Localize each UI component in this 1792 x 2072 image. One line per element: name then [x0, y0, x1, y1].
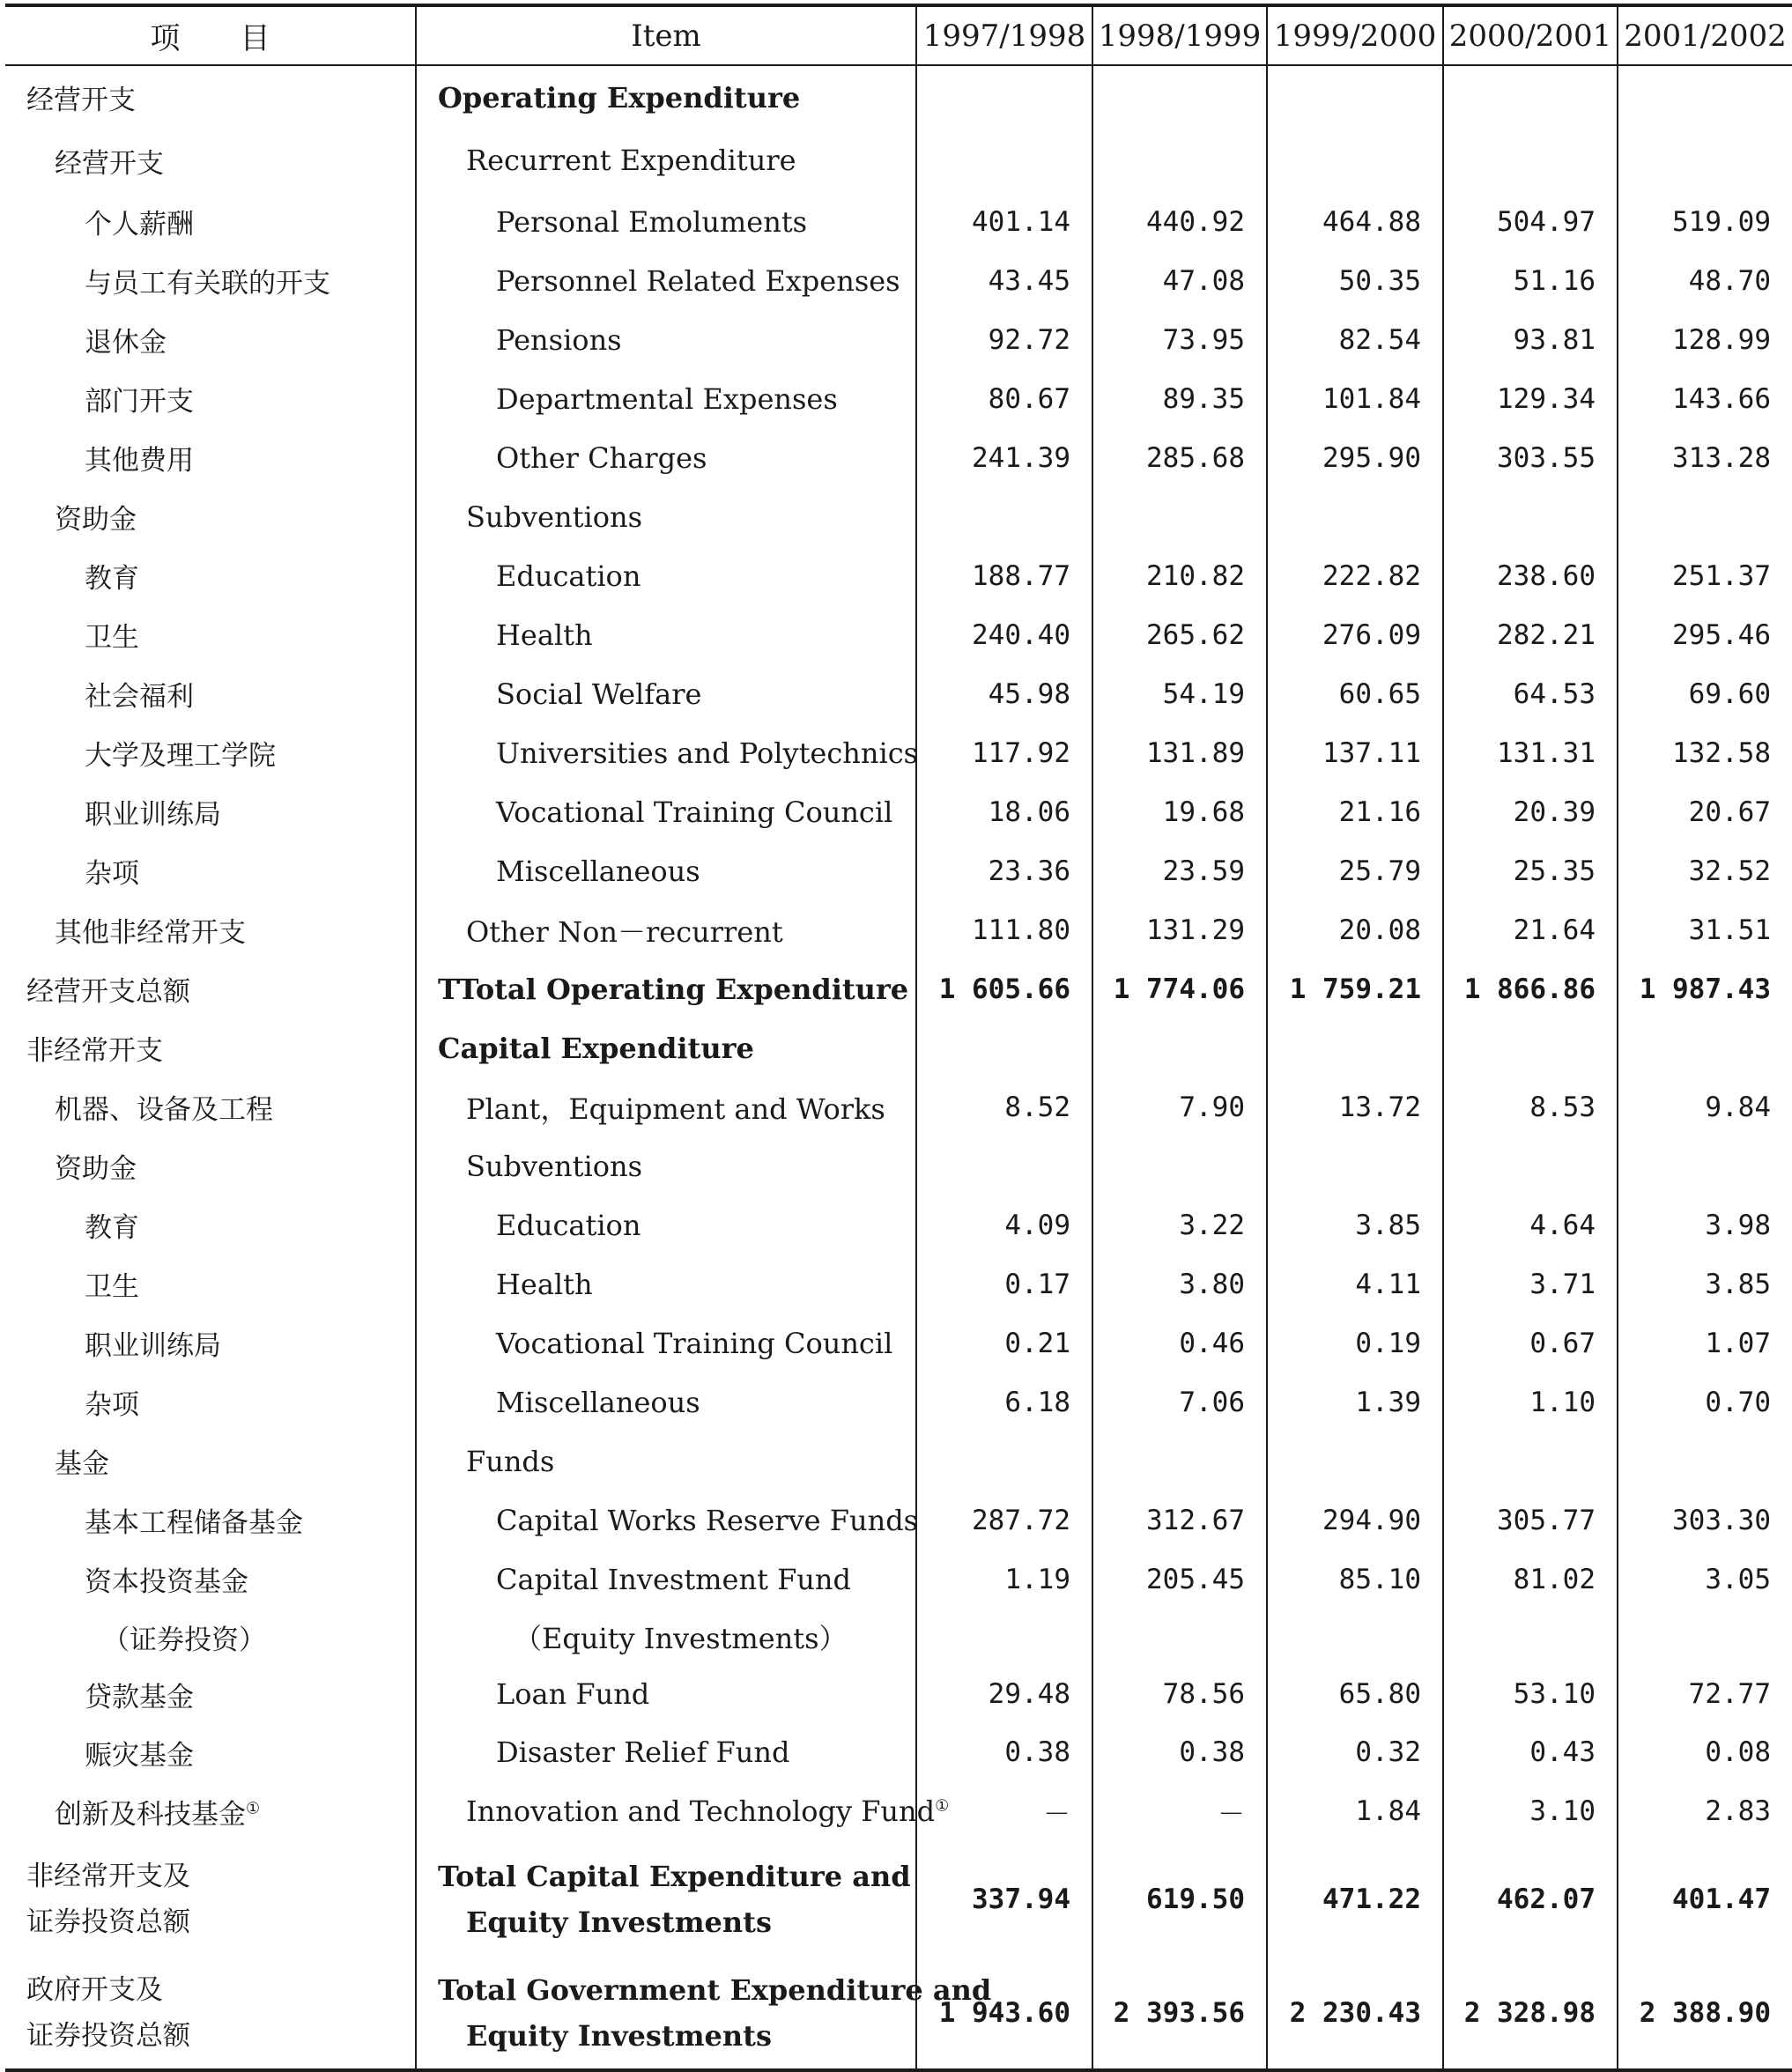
value-cell: 43.45 [916, 251, 1092, 310]
row-label-en: Subventions [416, 1136, 916, 1195]
value-cell: 48.70 [1618, 251, 1792, 310]
value-cell: 1 943.60 [916, 1957, 1092, 2070]
value-cell: 18.06 [916, 782, 1092, 841]
expenditure-table [5, 4, 1792, 2072]
value-cell: 13.72 [1267, 1077, 1443, 1136]
value-cell: 1 759.21 [1267, 959, 1443, 1018]
value-cell [1443, 1018, 1618, 1077]
value-cell [1443, 1432, 1618, 1491]
value-cell: 89.35 [1092, 369, 1267, 428]
table-row [5, 664, 1792, 723]
row-label-zh: 职业训练局 [85, 1330, 221, 1362]
value-cell: 1 987.43 [1618, 959, 1792, 1018]
row-label-zh: 杂项 [85, 1389, 139, 1421]
row-label-en: Disaster Relief Fund [416, 1723, 916, 1781]
table-row [5, 310, 1792, 369]
value-cell [1443, 1136, 1618, 1195]
value-cell [916, 1136, 1092, 1195]
row-label-zh: 资本投资基金 [85, 1566, 248, 1598]
value-cell: － [1092, 1781, 1267, 1841]
row-label-zh: 经营开支 [55, 147, 164, 180]
value-cell: 129.34 [1443, 369, 1618, 428]
value-cell [1267, 65, 1443, 129]
value-cell: 294.90 [1267, 1491, 1443, 1550]
row-label-zh: 卫生 [85, 622, 139, 654]
value-cell: 0.19 [1267, 1314, 1443, 1373]
header-item-en: Item [416, 5, 916, 65]
row-label-en: （Equity Investments） [416, 1609, 916, 1665]
value-cell: 93.81 [1443, 310, 1618, 369]
value-cell [1443, 487, 1618, 546]
row-label-zh: 经营开支 [26, 85, 136, 116]
value-cell: 8.53 [1443, 1077, 1618, 1136]
value-cell: 519.09 [1618, 192, 1792, 251]
value-cell: 111.80 [916, 900, 1092, 959]
value-cell: 238.60 [1443, 546, 1618, 605]
row-label-en: Recurrent Expenditure [416, 129, 916, 192]
value-cell: 0.32 [1267, 1723, 1443, 1781]
value-cell: 4.64 [1443, 1195, 1618, 1254]
row-label-en: Miscellaneous [416, 1373, 916, 1432]
value-cell: 128.99 [1618, 310, 1792, 369]
value-cell: 464.88 [1267, 192, 1443, 251]
row-label-en: Capital Expenditure [416, 1018, 916, 1077]
value-cell: 205.45 [1092, 1550, 1267, 1609]
row-label-zh: 非经常开支 [26, 1035, 163, 1067]
value-cell: 401.47 [1618, 1841, 1792, 1957]
row-label-zh: 基金 [55, 1448, 109, 1480]
subsection-row [5, 129, 1792, 192]
row-label-en-line2: Equity Investments [466, 2019, 772, 2053]
value-cell: 303.55 [1443, 428, 1618, 487]
value-cell: 3.10 [1443, 1781, 1618, 1841]
value-cell [1618, 487, 1792, 546]
value-cell: 69.60 [1618, 664, 1792, 723]
subsection-row [5, 900, 1792, 959]
value-cell: 64.53 [1443, 664, 1618, 723]
value-cell: 222.82 [1267, 546, 1443, 605]
value-cell [1092, 1432, 1267, 1491]
value-cell: 0.46 [1092, 1314, 1267, 1373]
value-cell: 29.48 [916, 1665, 1092, 1723]
row-label-en: Education [416, 1195, 916, 1254]
row-label-en: Subventions [416, 487, 916, 546]
value-cell: 3.85 [1618, 1254, 1792, 1314]
value-cell: 92.72 [916, 310, 1092, 369]
value-cell [1092, 1136, 1267, 1195]
footnote-marker: ① [935, 1796, 950, 1816]
row-label-zh-line1: 非经常开支及 [26, 1861, 190, 1892]
value-cell: 471.22 [1267, 1841, 1443, 1957]
row-label-zh: 经营开支总额 [26, 976, 190, 1008]
value-cell: 131.89 [1092, 723, 1267, 782]
row-label-en: Health [416, 605, 916, 664]
row-label-zh-line2: 证券投资总额 [26, 1906, 190, 1938]
value-cell: 0.38 [916, 1723, 1092, 1781]
value-cell: 1.10 [1443, 1373, 1618, 1432]
value-cell: 312.67 [1092, 1491, 1267, 1550]
value-cell: 7.06 [1092, 1373, 1267, 1432]
value-cell: － [916, 1781, 1092, 1841]
value-cell: 20.39 [1443, 782, 1618, 841]
row-label-zh: 机器、设备及工程 [55, 1094, 273, 1126]
table-row [5, 1550, 1792, 1609]
row-label-en: Other Charges [416, 428, 916, 487]
row-label-en: Departmental Expenses [416, 369, 916, 428]
value-cell [1267, 1432, 1443, 1491]
value-cell [916, 1609, 1092, 1665]
value-cell: 132.58 [1618, 723, 1792, 782]
value-cell: 73.95 [1092, 310, 1267, 369]
table-row [5, 605, 1792, 664]
value-cell: 23.36 [916, 841, 1092, 900]
value-cell: 313.28 [1618, 428, 1792, 487]
value-cell: 285.68 [1092, 428, 1267, 487]
value-cell: 50.35 [1267, 251, 1443, 310]
row-label-en: TTotal Operating Expenditure [416, 959, 916, 1018]
row-label-zh: 其他非经常开支 [55, 917, 246, 949]
value-cell [1618, 1018, 1792, 1077]
row-label-en: Vocational Training Council [416, 782, 916, 841]
table-row [5, 1723, 1792, 1781]
row-label-en: Capital Works Reserve Funds [416, 1491, 916, 1550]
row-label-en: Education [416, 546, 916, 605]
section-row [5, 65, 1792, 129]
value-cell: 81.02 [1443, 1550, 1618, 1609]
value-cell [916, 129, 1092, 192]
value-cell [916, 1432, 1092, 1491]
value-cell: 21.16 [1267, 782, 1443, 841]
row-label-zh [5, 1781, 416, 1841]
table-row [5, 782, 1792, 841]
value-cell: 0.17 [916, 1254, 1092, 1314]
value-cell: 2.83 [1618, 1781, 1792, 1841]
row-label-en-text: Innovation and Technology Fund [466, 1794, 936, 1828]
row-label-en [416, 1957, 992, 2070]
value-cell [1443, 129, 1618, 192]
subsection-row [5, 1136, 1792, 1195]
table-row [5, 546, 1792, 605]
value-cell [1618, 1136, 1792, 1195]
value-cell: 19.68 [1092, 782, 1267, 841]
total-row [5, 1841, 1792, 1957]
table-row [5, 1665, 1792, 1723]
table-row [5, 192, 1792, 251]
value-cell: 32.52 [1618, 841, 1792, 900]
row-label-en: Loan Fund [416, 1665, 916, 1723]
value-cell: 1 774.06 [1092, 959, 1267, 1018]
header-row [5, 5, 1792, 65]
row-label-zh: 个人薪酬 [85, 209, 194, 240]
value-cell: 3.22 [1092, 1195, 1267, 1254]
value-cell: 2 393.56 [1092, 1957, 1267, 2070]
table-row [5, 251, 1792, 310]
table-row [5, 1373, 1792, 1432]
row-label-en: Universities and Polytechnics [416, 723, 916, 782]
row-label-en: Pensions [416, 310, 916, 369]
row-label-zh: 教育 [85, 563, 139, 595]
value-cell: 3.98 [1618, 1195, 1792, 1254]
value-cell: 131.29 [1092, 900, 1267, 959]
value-cell: 45.98 [916, 664, 1092, 723]
header-year: 1997/1998 [916, 5, 1092, 65]
footnote-marker: ① [246, 1799, 261, 1818]
row-label-zh: 大学及理工学院 [85, 740, 276, 772]
value-cell: 265.62 [1092, 605, 1267, 664]
row-label-zh-text: 创新及科技基金 [55, 1798, 246, 1831]
value-cell: 282.21 [1443, 605, 1618, 664]
row-label-en [416, 1781, 950, 1841]
value-cell: 51.16 [1443, 251, 1618, 310]
value-cell: 60.65 [1267, 664, 1443, 723]
value-cell: 276.09 [1267, 605, 1443, 664]
row-label-zh: 其他费用 [85, 445, 194, 477]
row-label-zh: 与员工有关联的开支 [85, 268, 330, 300]
row-label-en-line1: Total Government Expenditure and [438, 1973, 992, 2007]
value-cell: 117.92 [916, 723, 1092, 782]
row-label-zh: （证券投资） [102, 1624, 266, 1656]
section-row [5, 1018, 1792, 1077]
value-cell: 1.84 [1267, 1781, 1443, 1841]
row-label-zh: 教育 [85, 1212, 139, 1244]
row-label-zh: 杂项 [85, 858, 139, 890]
row-label-zh: 资助金 [55, 504, 137, 536]
row-label-en: Personal Emoluments [416, 192, 916, 251]
value-cell: 3.71 [1443, 1254, 1618, 1314]
value-cell: 210.82 [1092, 546, 1267, 605]
value-cell: 7.90 [1092, 1077, 1267, 1136]
value-cell [1092, 1609, 1267, 1665]
header-item-zh: 项 目 [5, 5, 416, 65]
table-row [5, 369, 1792, 428]
row-label-en: Other Non－recurrent [416, 900, 916, 959]
value-cell: 2 230.43 [1267, 1957, 1443, 2070]
value-cell: 47.08 [1092, 251, 1267, 310]
value-cell: 53.10 [1443, 1665, 1618, 1723]
value-cell: 3.05 [1618, 1550, 1792, 1609]
value-cell: 20.67 [1618, 782, 1792, 841]
value-cell: 72.77 [1618, 1665, 1792, 1723]
value-cell: 0.43 [1443, 1723, 1618, 1781]
value-cell: 241.39 [916, 428, 1092, 487]
value-cell: 0.70 [1618, 1373, 1792, 1432]
value-cell [1092, 129, 1267, 192]
value-cell: 1.07 [1618, 1314, 1792, 1373]
header-year: 2000/2001 [1443, 5, 1618, 65]
value-cell: 137.11 [1267, 723, 1443, 782]
value-cell [1092, 487, 1267, 546]
table-row [5, 428, 1792, 487]
value-cell: 287.72 [916, 1491, 1092, 1550]
value-cell: 303.30 [1618, 1491, 1792, 1550]
value-cell: 4.11 [1267, 1254, 1443, 1314]
value-cell: 4.09 [916, 1195, 1092, 1254]
header-year: 2001/2002 [1618, 5, 1792, 65]
value-cell: 21.64 [1443, 900, 1618, 959]
value-cell [1618, 65, 1792, 129]
header-year: 1999/2000 [1267, 5, 1443, 65]
row-label-en: Funds [416, 1432, 916, 1491]
value-cell [1618, 1609, 1792, 1665]
value-cell: 401.14 [916, 192, 1092, 251]
value-cell: 54.19 [1092, 664, 1267, 723]
value-cell [916, 65, 1092, 129]
value-cell: 1 866.86 [1443, 959, 1618, 1018]
table-row [5, 723, 1792, 782]
row-label-en: Health [416, 1254, 916, 1314]
subsection-row [5, 1781, 1792, 1841]
row-label-en [416, 1841, 916, 1957]
table-row [5, 1254, 1792, 1314]
row-label-zh: 社会福利 [85, 681, 194, 713]
table-row [5, 1314, 1792, 1373]
row-label-en: Miscellaneous [416, 841, 916, 900]
value-cell [916, 487, 1092, 546]
table-row [5, 1609, 1792, 1665]
row-label-zh-line2: 证券投资总额 [26, 2020, 190, 2052]
value-cell: 188.77 [916, 546, 1092, 605]
value-cell: 0.67 [1443, 1314, 1618, 1373]
value-cell: 2 328.98 [1443, 1957, 1618, 2070]
value-cell: 3.85 [1267, 1195, 1443, 1254]
value-cell: 25.35 [1443, 841, 1618, 900]
row-label-zh [5, 1841, 416, 1957]
value-cell: 0.38 [1092, 1723, 1267, 1781]
row-label-zh: 贷款基金 [85, 1681, 194, 1713]
value-cell: 3.80 [1092, 1254, 1267, 1314]
value-cell: 9.84 [1618, 1077, 1792, 1136]
value-cell: 1 605.66 [916, 959, 1092, 1018]
value-cell: 251.37 [1618, 546, 1792, 605]
value-cell [1618, 1432, 1792, 1491]
value-cell [1618, 129, 1792, 192]
value-cell: 440.92 [1092, 192, 1267, 251]
value-cell [1443, 1609, 1618, 1665]
value-cell: 85.10 [1267, 1550, 1443, 1609]
table-row [5, 1195, 1792, 1254]
value-cell: 6.18 [916, 1373, 1092, 1432]
row-label-en: Operating Expenditure [416, 65, 916, 129]
row-label-zh: 职业训练局 [85, 799, 221, 831]
value-cell: 619.50 [1092, 1841, 1267, 1957]
row-label-zh: 退休金 [85, 327, 167, 359]
value-cell: 25.79 [1267, 841, 1443, 900]
value-cell: 1.39 [1267, 1373, 1443, 1432]
value-cell [1267, 487, 1443, 546]
row-label-zh: 部门开支 [85, 386, 194, 418]
value-cell [916, 1018, 1092, 1077]
value-cell: 143.66 [1618, 369, 1792, 428]
row-label-en-line2: Equity Investments [466, 1906, 772, 1939]
value-cell: 8.52 [916, 1077, 1092, 1136]
row-label-zh [5, 1957, 416, 2070]
value-cell: 20.08 [1267, 900, 1443, 959]
value-cell [1267, 129, 1443, 192]
value-cell: 295.90 [1267, 428, 1443, 487]
value-cell: 0.21 [916, 1314, 1092, 1373]
value-cell [1092, 1018, 1267, 1077]
row-label-en: Personnel Related Expenses [416, 251, 916, 310]
value-cell: 65.80 [1267, 1665, 1443, 1723]
value-cell: 23.59 [1092, 841, 1267, 900]
subsection-row [5, 1077, 1792, 1136]
total-row [5, 1957, 1792, 2070]
value-cell [1267, 1018, 1443, 1077]
value-cell: 240.40 [916, 605, 1092, 664]
row-label-zh: 卫生 [85, 1271, 139, 1303]
value-cell: 337.94 [916, 1841, 1092, 1957]
value-cell: 0.08 [1618, 1723, 1792, 1781]
row-label-en: Plant，Equipment and Works [416, 1077, 916, 1136]
row-label-en: Social Welfare [416, 664, 916, 723]
value-cell: 31.51 [1618, 900, 1792, 959]
value-cell: 462.07 [1443, 1841, 1618, 1957]
value-cell: 2 388.90 [1618, 1957, 1792, 2070]
value-cell: 82.54 [1267, 310, 1443, 369]
row-label-zh: 基本工程储备基金 [85, 1507, 303, 1539]
row-label-zh-line1: 政府开支及 [26, 1974, 163, 2006]
value-cell: 295.46 [1618, 605, 1792, 664]
value-cell [1092, 65, 1267, 129]
value-cell: 305.77 [1443, 1491, 1618, 1550]
value-cell: 504.97 [1443, 192, 1618, 251]
value-cell [1267, 1136, 1443, 1195]
value-cell: 1.19 [916, 1550, 1092, 1609]
total-row [5, 959, 1792, 1018]
row-label-en: Capital Investment Fund [416, 1550, 916, 1609]
header-year: 1998/1999 [1092, 5, 1267, 65]
table-row [5, 1491, 1792, 1550]
row-label-en: Vocational Training Council [416, 1314, 916, 1373]
value-cell: 78.56 [1092, 1665, 1267, 1723]
subsection-row [5, 1432, 1792, 1491]
row-label-zh: 资助金 [55, 1153, 137, 1185]
value-cell: 80.67 [916, 369, 1092, 428]
value-cell [1443, 65, 1618, 129]
value-cell: 101.84 [1267, 369, 1443, 428]
row-label-en-line1: Total Capital Expenditure and [438, 1860, 911, 1893]
value-cell [1267, 1609, 1443, 1665]
row-label-zh: 赈灾基金 [85, 1739, 194, 1772]
table-row [5, 841, 1792, 900]
value-cell: 131.31 [1443, 723, 1618, 782]
subsection-row [5, 487, 1792, 546]
